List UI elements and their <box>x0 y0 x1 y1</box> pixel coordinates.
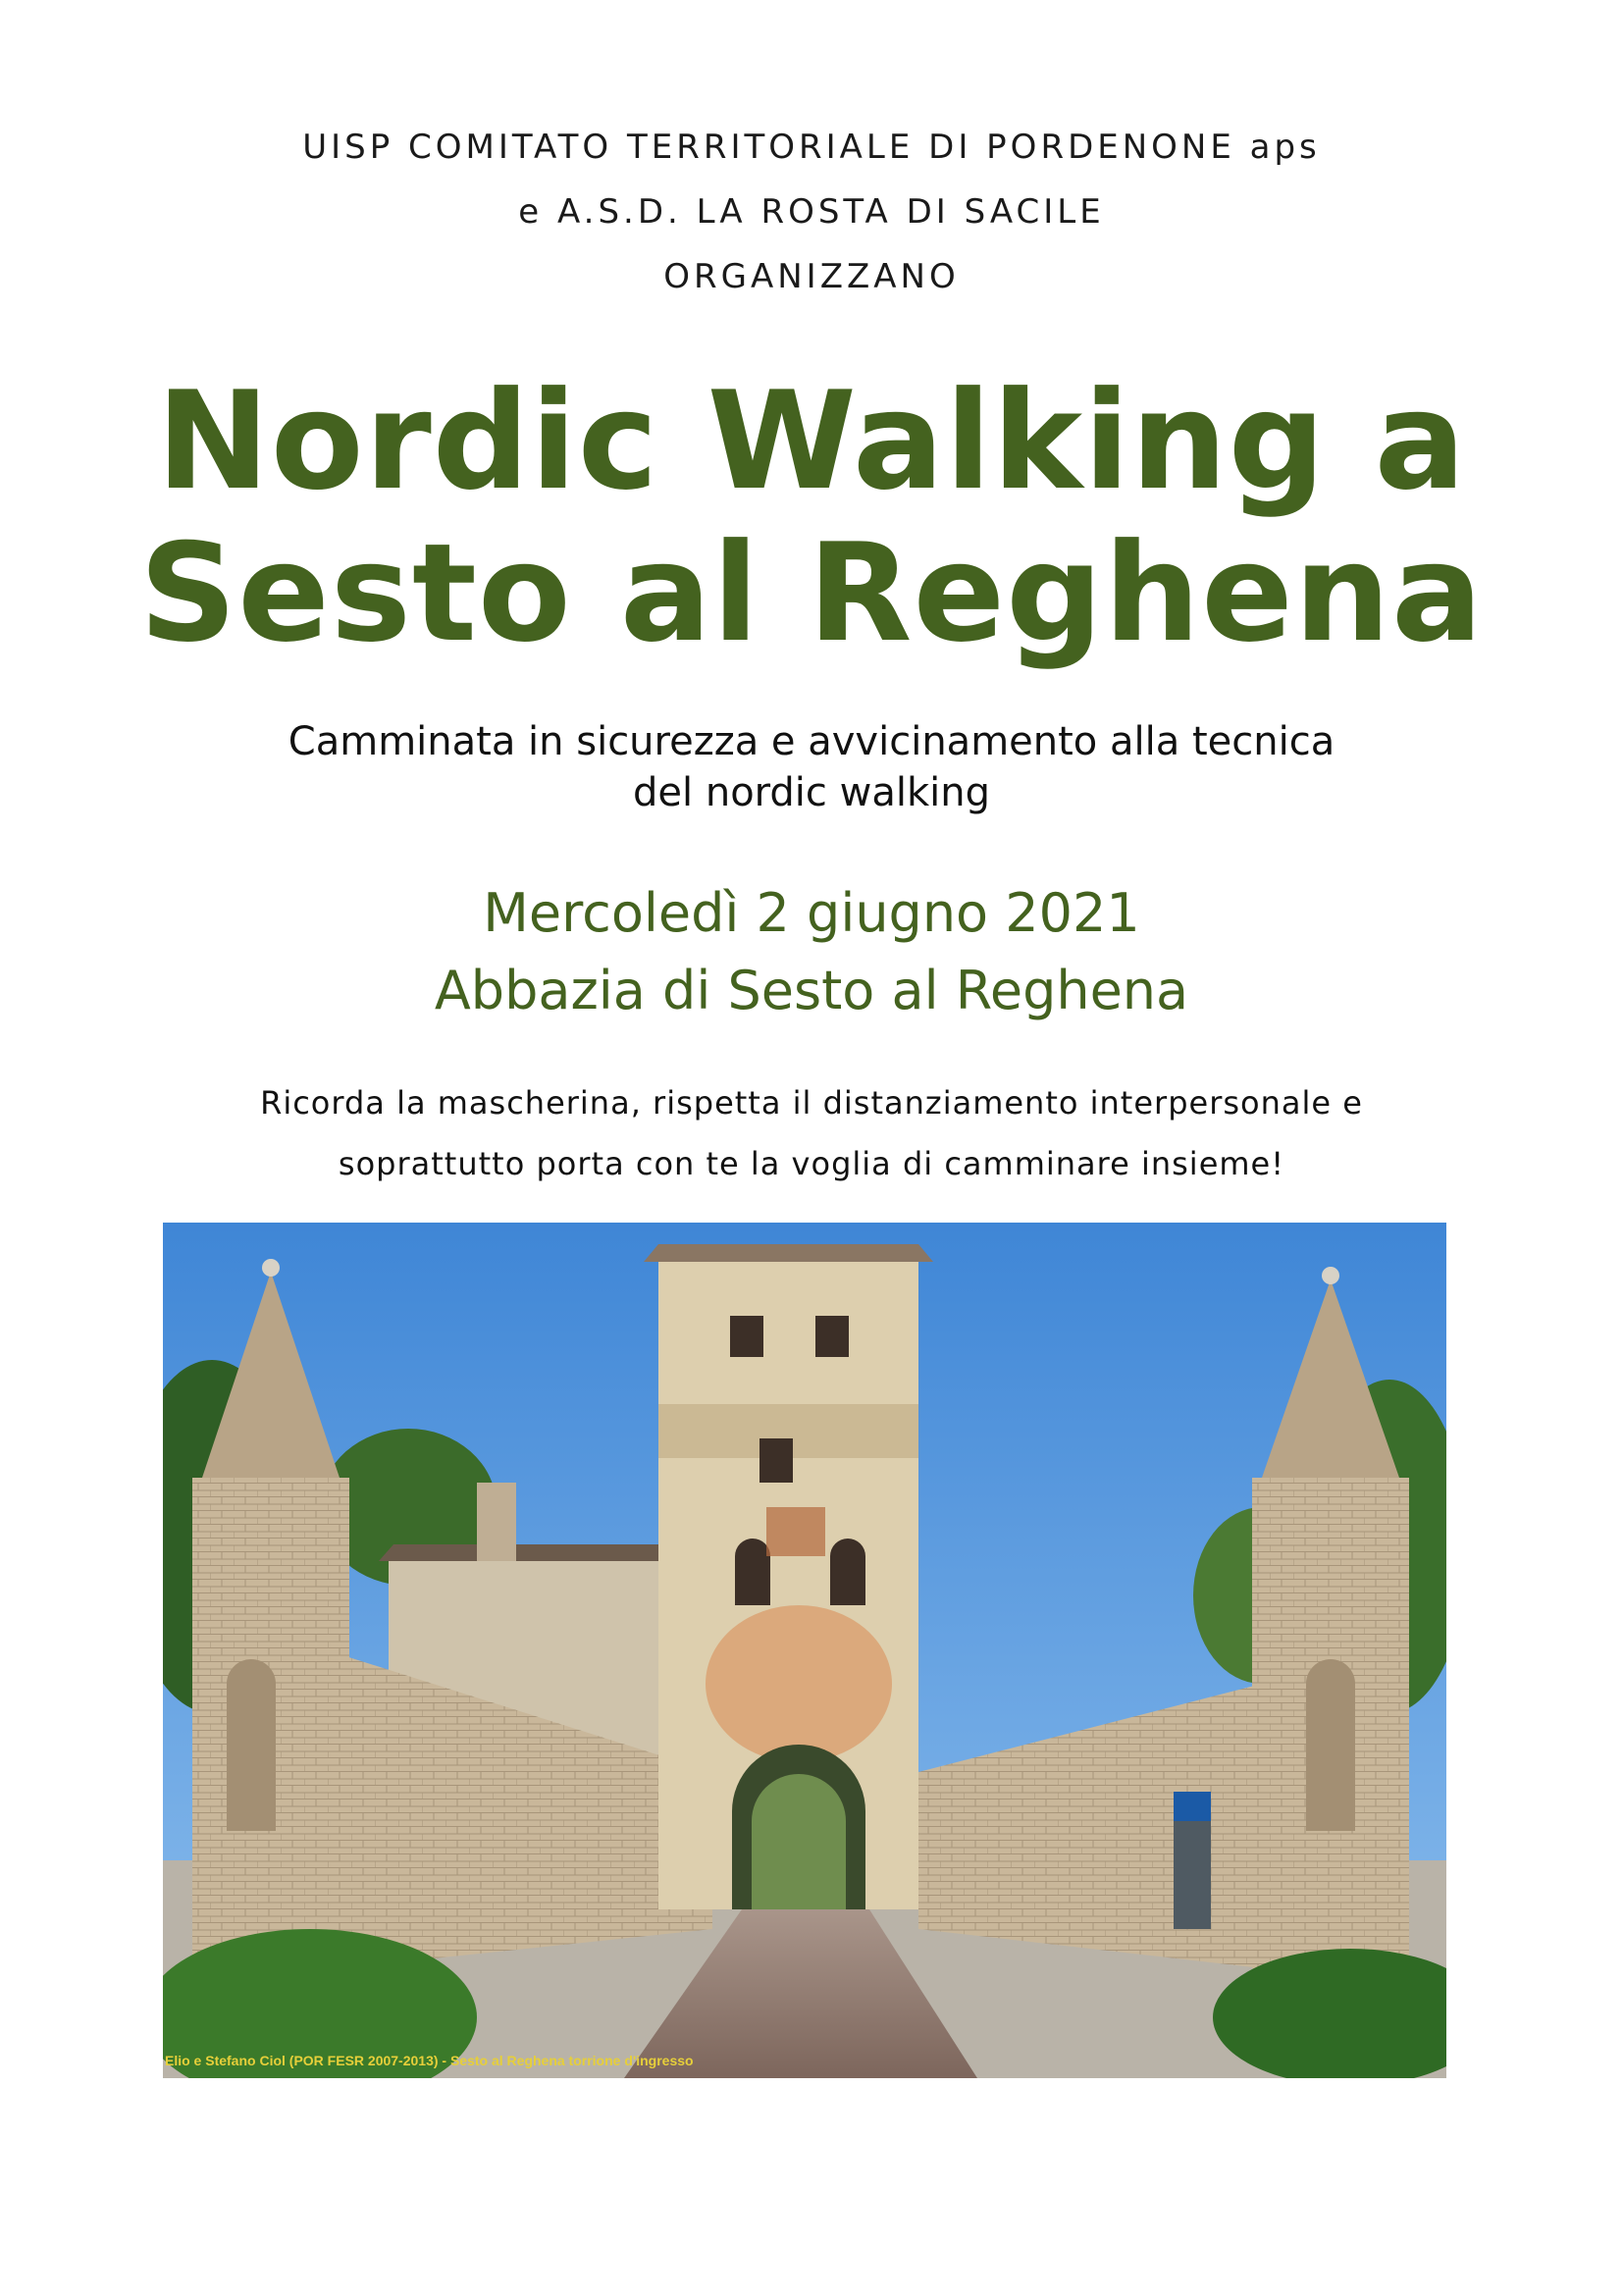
subtitle-line-2: del nordic walking <box>633 770 990 815</box>
event-place: Abbazia di Sesto al Reghena <box>434 960 1189 1021</box>
title-line-1: Nordic Walking a <box>156 362 1467 520</box>
title-line-2: Sesto al Reghena <box>138 514 1485 672</box>
note-line-2: soprattutto porta con te la voglia di camminare insieme! <box>338 1145 1285 1182</box>
subtitle-line-1: Camminata in sicurezza e avvicinamento alla tecnica <box>288 719 1335 764</box>
organizer-line-2: e A.S.D. LA ROSTA DI SACILE <box>518 192 1105 232</box>
photo-credit: Elio e Stefano Ciol (POR FESR 2007-2013) - Sesto al Reghena torrione d'ingresso <box>165 2053 694 2068</box>
event-date: Mercoledì 2 giugno 2021 <box>483 882 1140 944</box>
organizer-line-3: ORGANIZZANO <box>663 257 960 296</box>
organizer-line-1: UISP COMITATO TERRITORIALE DI PORDENONE aps <box>302 128 1321 167</box>
note-line-1: Ricorda la mascherina, rispetta il distanziamento interpersonale e <box>260 1084 1363 1122</box>
abbey-gate-photo <box>163 1223 1446 2078</box>
